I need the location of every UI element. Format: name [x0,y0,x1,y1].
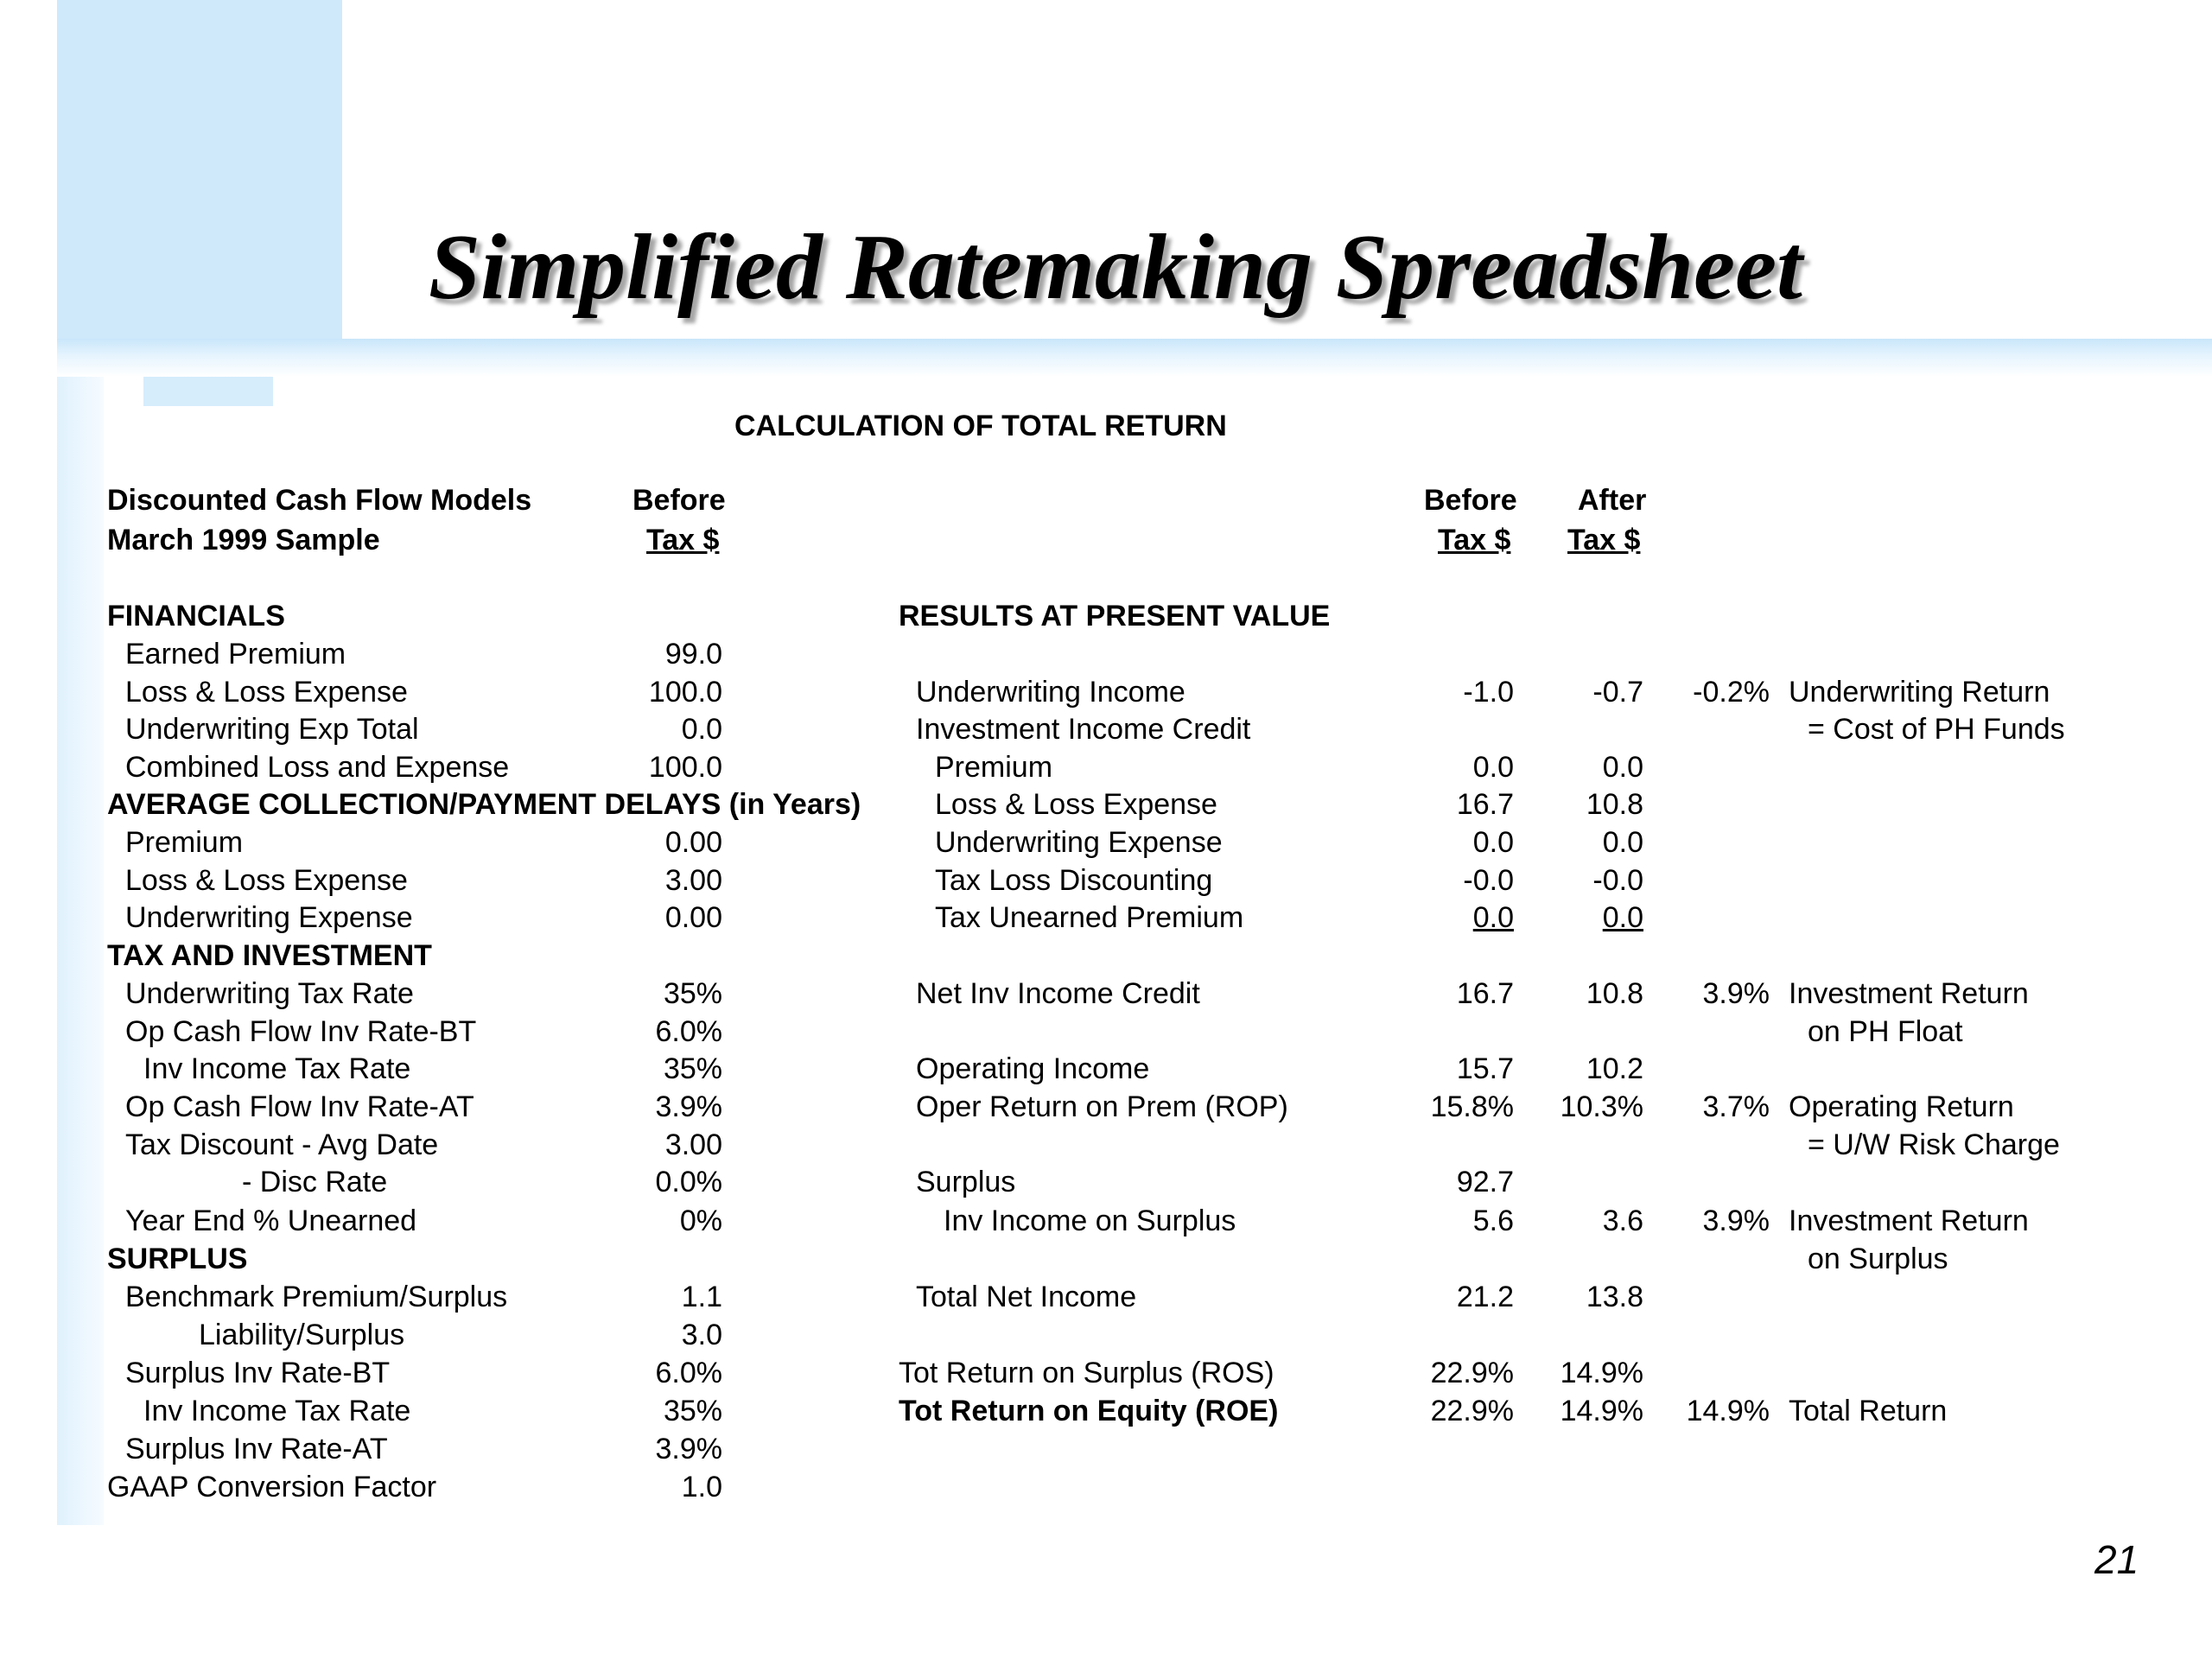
after-tax-value: 10.3% [1560,1090,1643,1123]
assumption-value: 35% [663,977,722,1010]
assumption-label: Surplus Inv Rate-AT [125,1433,388,1465]
after-tax-value: 10.2 [1586,1052,1643,1085]
assumption-label: Benchmark Premium/Surplus [125,1281,508,1313]
assumption-label: Surplus Inv Rate-BT [125,1357,391,1389]
left-header-line1: Discounted Cash Flow Models [107,484,532,517]
return-description: on PH Float [1808,1015,1963,1048]
assumption-label: Inv Income Tax Rate [143,1395,411,1427]
return-percent: -0.2% [1693,676,1770,709]
return-description: = U/W Risk Charge [1808,1128,2060,1161]
before-tax-value: -1.0 [1463,676,1514,709]
after-tax-value: 10.8 [1586,977,1643,1010]
assumption-label: Loss & Loss Expense [125,864,408,897]
result-label: Underwriting Expense [935,826,1223,859]
assumption-value: 3.00 [664,1128,722,1161]
assumption-value: 0.0% [655,1166,722,1198]
before-tax-value: 22.9% [1430,1395,1514,1427]
after-tax-value: 13.8 [1586,1281,1643,1313]
result-label: Loss & Loss Expense [935,788,1217,821]
assumption-label: Tax Discount - Avg Date [125,1128,439,1161]
assumption-label: Premium [125,826,244,859]
assumption-label: Earned Premium [125,638,346,671]
after-tax-header-line2: Tax $ [1567,524,1641,556]
assumption-label: Loss & Loss Expense [125,676,408,709]
return-description: Investment Return [1789,977,2029,1010]
result-label: Net Inv Income Credit [916,977,1200,1010]
return-description: Underwriting Return [1789,676,2050,709]
return-percent: 3.9% [1702,977,1770,1010]
section-heading: TAX AND INVESTMENT [107,939,432,972]
before-tax-value: 15.8% [1430,1090,1514,1123]
assumption-value: 3.9% [655,1433,722,1465]
after-tax-value: 0.0 [1602,901,1643,934]
result-label: Tax Unearned Premium [935,901,1244,934]
left-header-line2: March 1999 Sample [107,524,380,556]
left-accent-strip [57,341,104,1525]
assumption-value: 100.0 [648,676,722,709]
assumption-value: 3.9% [655,1090,722,1123]
assumption-value: 0.00 [664,901,722,934]
before-tax-value: 5.6 [1472,1205,1514,1237]
return-description: Operating Return [1789,1090,2014,1123]
before-tax-value: -0.0 [1463,864,1514,897]
before-tax-value: 0.0 [1472,826,1514,859]
return-description: Investment Return [1789,1205,2029,1237]
sheet-heading: CALCULATION OF TOTAL RETURN [734,410,1227,442]
result-label: Total Net Income [916,1281,1137,1313]
assumption-label: Combined Loss and Expense [125,751,510,784]
after-tax-value: 0.0 [1602,751,1643,784]
assumption-label: Op Cash Flow Inv Rate-BT [125,1015,477,1048]
assumption-label: Op Cash Flow Inv Rate-AT [125,1090,474,1123]
assumption-value: 35% [663,1052,722,1085]
return-percent: 3.7% [1702,1090,1770,1123]
slide-title: Simplified Ratemaking Spreadsheet [429,216,1803,319]
before-tax-header-line1: Before [1424,484,1517,517]
return-description: = Cost of PH Funds [1808,713,2065,746]
small-accent-square [143,373,273,408]
assumption-value: 3.00 [664,864,722,897]
left-col-header-line1: Before [632,484,726,517]
assumption-value: 100.0 [648,751,722,784]
before-tax-value: 15.7 [1456,1052,1514,1085]
result-label: Tot Return on Surplus (ROS) [899,1357,1274,1389]
assumption-label: Underwriting Exp Total [125,713,419,746]
assumption-value: 0.00 [664,826,722,859]
after-tax-value: -0.0 [1592,864,1643,897]
top-left-accent-block [57,0,342,341]
section-heading: AVERAGE COLLECTION/PAYMENT DELAYS (in Years) [107,788,861,821]
assumption-value: 1.1 [681,1281,722,1313]
before-tax-value: 16.7 [1456,977,1514,1010]
before-tax-header-line2: Tax $ [1438,524,1511,556]
before-tax-value: 0.0 [1472,751,1514,784]
result-label: Oper Return on Prem (ROP) [916,1090,1288,1123]
return-percent: 14.9% [1686,1395,1770,1427]
result-label: Premium [935,751,1053,784]
title-underline-bar [57,339,2212,377]
result-label: Investment Income Credit [916,713,1251,746]
after-tax-value: 0.0 [1602,826,1643,859]
assumption-label: Underwriting Expense [125,901,413,934]
section-heading: SURPLUS [107,1243,248,1275]
assumption-label: Inv Income Tax Rate [143,1052,411,1085]
left-col-header-line2: Tax $ [646,524,720,556]
before-tax-value: 0.0 [1472,901,1514,934]
before-tax-value: 21.2 [1456,1281,1514,1313]
result-label: Tax Loss Discounting [935,864,1213,897]
result-label: Tot Return on Equity (ROE) [899,1395,1279,1427]
return-description: on Surplus [1808,1243,1948,1275]
result-label: Surplus [916,1166,1016,1198]
assumption-label: Liability/Surplus [199,1319,405,1351]
assumption-value: 35% [663,1395,722,1427]
after-tax-value: 14.9% [1560,1357,1643,1389]
result-label: Inv Income on Surplus [944,1205,1236,1237]
result-label: Underwriting Income [916,676,1185,709]
after-tax-value: 10.8 [1586,788,1643,821]
assumption-label: Underwriting Tax Rate [125,977,414,1010]
after-tax-value: 3.6 [1602,1205,1643,1237]
assumption-value: 0.0 [681,713,722,746]
after-tax-value: -0.7 [1592,676,1643,709]
assumption-value: 99.0 [664,638,722,671]
before-tax-value: 92.7 [1456,1166,1514,1198]
after-tax-header-line1: After [1578,484,1647,517]
after-tax-value: 14.9% [1560,1395,1643,1427]
assumption-value: 6.0% [655,1015,722,1048]
assumption-label: - Disc Rate [242,1166,388,1198]
assumption-label: GAAP Conversion Factor [107,1471,437,1503]
section-heading: FINANCIALS [107,600,285,632]
assumption-value: 1.0 [681,1471,722,1503]
before-tax-value: 16.7 [1456,788,1514,821]
assumption-label: Year End % Unearned [125,1205,417,1237]
return-description: Total Return [1789,1395,1948,1427]
return-percent: 3.9% [1702,1205,1770,1237]
assumption-value: 0% [679,1205,722,1237]
result-label: Operating Income [916,1052,1150,1085]
before-tax-value: 22.9% [1430,1357,1514,1389]
assumption-value: 3.0 [681,1319,722,1351]
assumption-value: 6.0% [655,1357,722,1389]
section-heading: RESULTS AT PRESENT VALUE [899,600,1331,632]
page-number: 21 [2094,1537,2139,1582]
